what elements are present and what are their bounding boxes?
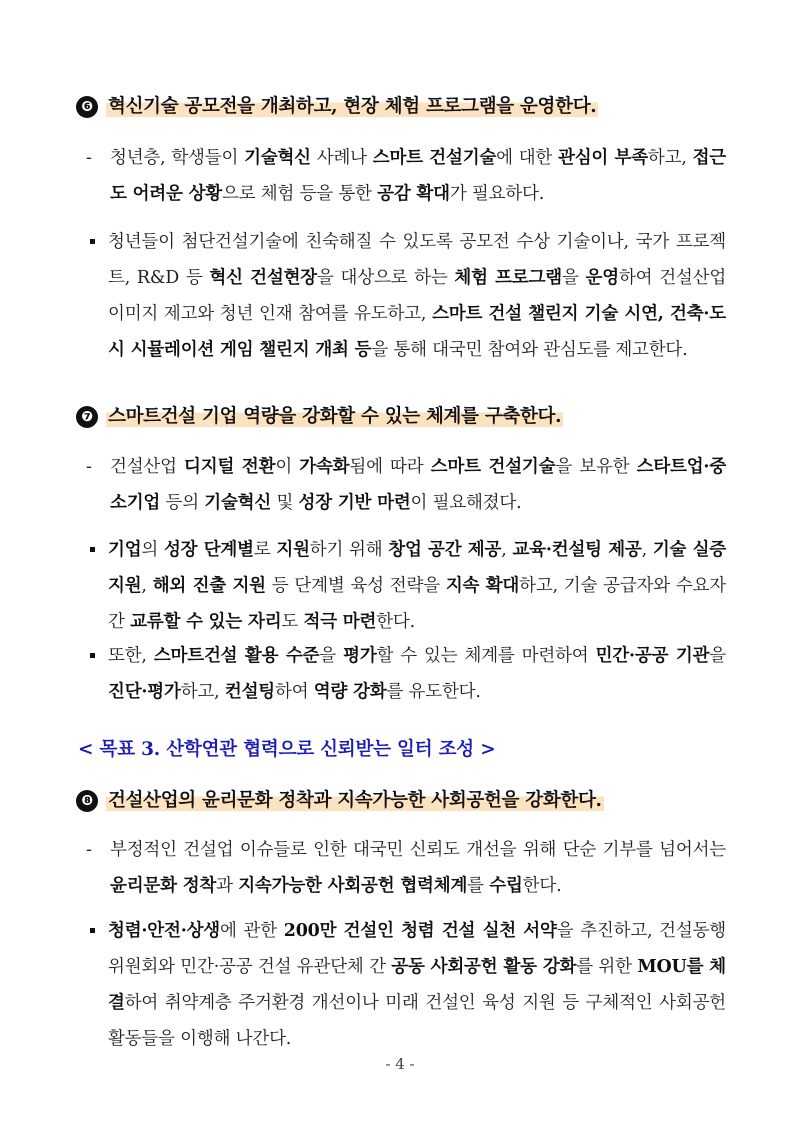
paragraph-text: 부정적인 건설업 이슈들로 인한 대국민 신뢰도 개선을 위해 단순 기부를 넘어서는 윤리문화 정착과 지속가능한 사회공헌 협력체계를 수립한다. <box>110 840 726 896</box>
section-7-bullet-2 <box>90 638 726 710</box>
paragraph-text: 청년층, 학생들이 기술혁신 사례나 스마트 건설기술에 대한 관심이 부족하고, 접근도 어려운 상황으로 체험 등을 통한 공감 확대가 필요하다. <box>110 148 726 204</box>
section-6-bullet-paragraph <box>90 224 726 368</box>
section-8-bullet-paragraph <box>90 913 726 1057</box>
page-number: - 4 - <box>385 1055 415 1073</box>
paragraph-text: 또한, 스마트건설 활용 수준을 평가할 수 있는 체계를 마련하여 민간·공공 기관을 진단·평가하고, 컨설팅하여 역량 강화를 유도한다. <box>108 646 726 702</box>
circled-number-6: ❻ <box>76 96 98 118</box>
section-7-heading <box>76 402 563 428</box>
section-8-dash-paragraph <box>86 832 726 904</box>
paragraph-text: 기업의 성장 단계별로 지원하기 위해 창업 공간 제공, 교육·컨설팅 제공, 기술 실증 지원, 해외 진출 지원 등 단계별 육성 전략을 지속 확대하고, 기술 공급자와 수요자 간 교류할 수 있는 자리도 적극 마련한다. <box>108 540 727 632</box>
dash-marker: - <box>86 840 92 860</box>
dash-marker: - <box>86 148 92 168</box>
circled-number-8: ❽ <box>76 790 98 812</box>
section-7-bullet-1 <box>90 532 726 640</box>
paragraph-text: 건설산업 디지털 전환이 가속화됨에 따라 스마트 건설기술을 보유한 스타트업·중소기업 등의 기술혁신 및 성장 기반 마련이 필요해졌다. <box>110 457 727 513</box>
square-bullet-icon <box>90 547 95 552</box>
section-6-heading <box>76 92 598 118</box>
section-7-title: 스마트건설 기업 역량을 강화할 수 있는 체계를 구축한다. <box>108 406 562 427</box>
square-bullet-icon <box>90 928 95 933</box>
paragraph-text: 청렴·안전·상생에 관한 200만 건설인 청렴 건설 실천 서약을 추진하고, 건설동행위원회와 민간·공공 건설 유관단체 간 공동 사회공헌 활동 강화를 위한 MOU를 체결하여 취약계층 주거환경 개선이나 미래 건설인 육성 지원 등 구체적인 사회공헌 활동들을 이행해 나간다. <box>108 921 727 1049</box>
section-6-title: 혁신기술 공모전을 개최하고, 현장 체험 프로그램을 운영한다. <box>108 96 597 117</box>
square-bullet-icon <box>90 239 95 244</box>
section-6-dash-paragraph <box>86 140 726 212</box>
dash-marker: - <box>86 457 92 477</box>
section-8-heading <box>76 786 604 812</box>
section-8-title: 건설산업의 윤리문화 정착과 지속가능한 사회공헌을 강화한다. <box>108 790 602 811</box>
goal-3-title: < 목표 3. 산학연관 협력으로 신뢰받는 일터 조성 > <box>78 739 496 760</box>
square-bullet-icon <box>90 653 95 658</box>
section-7-dash-paragraph <box>86 449 726 521</box>
paragraph-text: 청년들이 첨단건설기술에 친숙해질 수 있도록 공모전 수상 기술이나, 국가 프로젝트, R&D 등 혁신 건설현장을 대상으로 하는 체험 프로그램을 운영하여 건설산업 이미지 제고와 청년 인재 참여를 유도하고, 스마트 건설 챌린지 기술 시연, 건축·도시 시뮬레이션 게임 챌린지 개최 등을 통해 대국민 참여와 관심도를 제고한다. <box>108 232 727 360</box>
circled-number-7: ❼ <box>76 406 98 428</box>
